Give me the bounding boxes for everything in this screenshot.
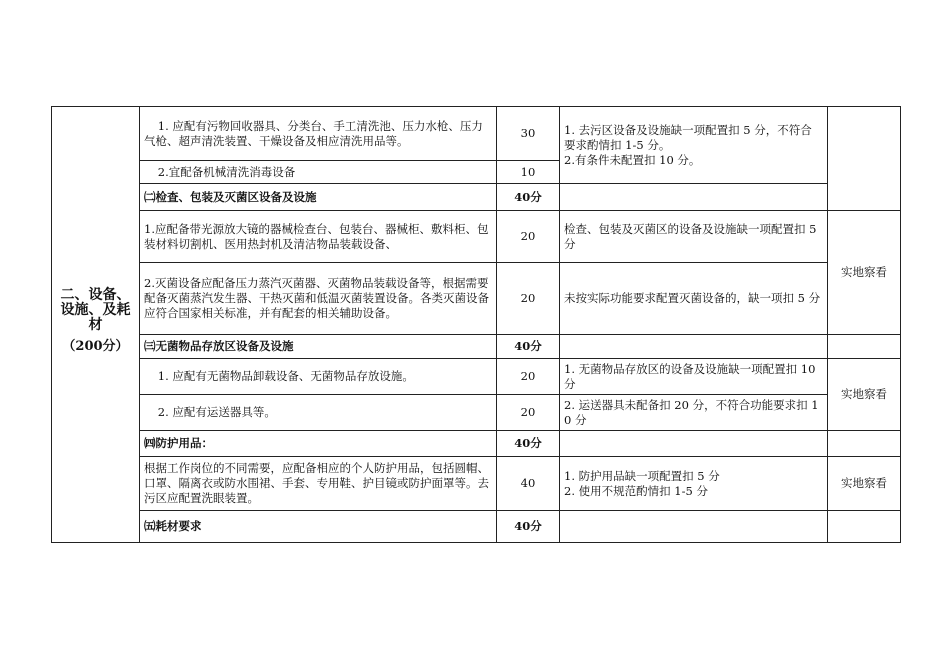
item-criteria xyxy=(560,107,828,184)
category-line: 二、设备、 xyxy=(60,287,131,303)
item-content: 1. 应配有无菌物品卸载设备、无菌物品存放设施。 xyxy=(140,359,497,395)
method-cell: 实地察看 xyxy=(828,359,901,431)
table-row xyxy=(52,263,901,335)
item-criteria: 检查、包装及灭菌区的设备及设施缺一项配置扣 5 分 xyxy=(560,211,828,263)
item-score: 40 xyxy=(497,457,560,511)
criteria-line: 1. 防护用品缺一项配置扣 5 分 xyxy=(564,468,720,483)
section-title: ㈢无菌物品存放区设备及设施 xyxy=(140,335,497,359)
item-score: 20 xyxy=(497,359,560,395)
item-criteria: 未按实际功能要求配置灭菌设备的，缺一项扣 5 分 xyxy=(560,263,828,335)
table-row xyxy=(52,211,901,263)
criteria-line: 1. 去污区设备及设施缺一项配置扣 5 分，不符合要求酌情扣 1-5 分。 xyxy=(564,122,812,152)
item-score: 30 xyxy=(497,107,560,161)
empty-cell xyxy=(828,431,901,457)
section-row xyxy=(52,335,901,359)
section-score: 40分 xyxy=(497,431,560,457)
criteria-line: 2. 使用不规范酌情扣 1-5 分 xyxy=(564,483,708,498)
empty-cell xyxy=(560,335,828,359)
empty-cell xyxy=(560,184,828,211)
empty-cell xyxy=(560,431,828,457)
item-content: 2.宜配备机械清洗消毒设备 xyxy=(140,161,497,184)
item-criteria: 1. 无菌物品存放区的设备及设施缺一项配置扣 10 分 xyxy=(560,359,828,395)
section-row xyxy=(52,431,901,457)
section-score: 40分 xyxy=(497,335,560,359)
item-score: 20 xyxy=(497,395,560,431)
item-score: 20 xyxy=(497,263,560,335)
item-score: 20 xyxy=(497,211,560,263)
empty-cell xyxy=(828,511,901,543)
section-title: ㈤耗材要求 xyxy=(140,511,497,543)
method-cell xyxy=(828,107,901,211)
table-row xyxy=(52,457,901,511)
item-criteria xyxy=(560,457,828,511)
section-score: 40分 xyxy=(497,511,560,543)
item-score: 10 xyxy=(497,161,560,184)
section-score: 40分 xyxy=(497,184,560,211)
section-title: ㈣防护用品： xyxy=(140,431,497,457)
item-content: 1.应配备带光源放大镜的器械检查台、包装台、器械柜、敷料柜、包装材料切割机、医用热封机及清洁物品装载设备、 xyxy=(140,211,497,263)
criteria-line: 2.有条件未配置扣 10 分。 xyxy=(564,152,701,167)
method-cell: 实地察看 xyxy=(828,457,901,511)
category-line: 设施、及耗 xyxy=(60,302,131,318)
section-row xyxy=(52,511,901,543)
item-criteria: 2. 运送器具未配备扣 20 分，不符合功能要求扣 10 分 xyxy=(560,395,828,431)
section-title: ㈡检查、包装及灭菌区设备及设施 xyxy=(140,184,497,211)
empty-cell xyxy=(560,511,828,543)
section-row xyxy=(52,184,901,211)
table-row xyxy=(52,107,901,161)
item-content: 1. 应配有污物回收器具、分类台、手工清洗池、压力水枪、压力气枪、超声清洗装置、干燥设备及相应清洗用品等。 xyxy=(140,107,497,161)
category-score: （200分） xyxy=(62,339,129,354)
category-line: 材 xyxy=(88,317,103,333)
table-row xyxy=(52,395,901,431)
table-row xyxy=(52,359,901,395)
item-content: 2. 应配有运送器具等。 xyxy=(140,395,497,431)
empty-cell xyxy=(828,335,901,359)
item-content: 2.灭菌设备应配备压力蒸汽灭菌器、灭菌物品装载设备等，根据需要配备灭菌蒸汽发生器、干热灭菌和低温灭菌装置设备。各类灭菌设备应符合国家相关标准，并有配套的相关辅助设备。 xyxy=(140,263,497,335)
method-cell: 实地察看 xyxy=(828,211,901,335)
evaluation-table xyxy=(51,106,901,543)
item-content: 根据工作岗位的不同需要，应配备相应的个人防护用品，包括圆帽、口罩、隔离衣或防水围裙、手套、专用鞋、护目镜或防护面罩等。去污区应配置洗眼装置。 xyxy=(140,457,497,511)
category-cell xyxy=(52,107,140,543)
